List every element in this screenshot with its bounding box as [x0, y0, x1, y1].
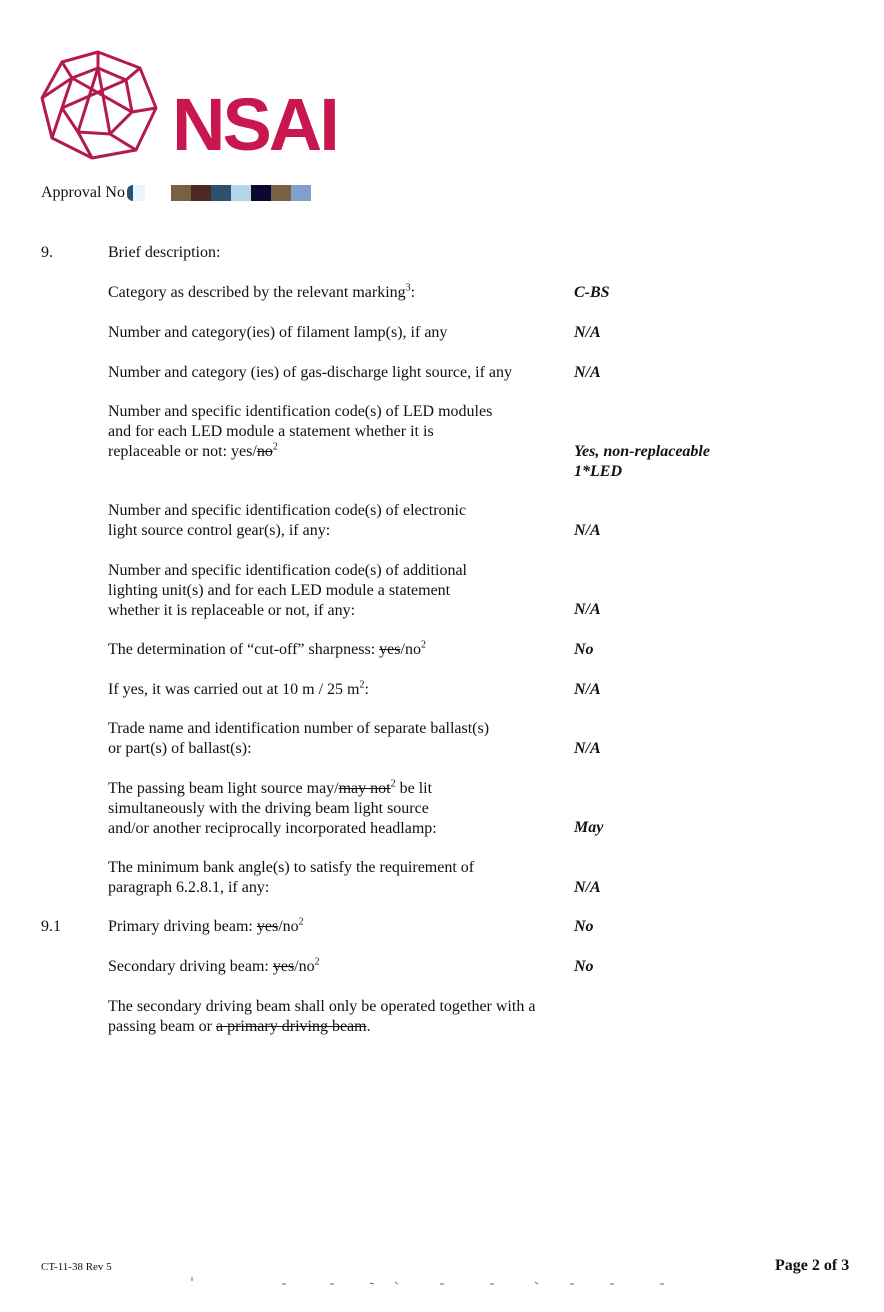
led-modules-value: Yes, non-replaceable 1*LED: [574, 443, 710, 480]
gas-discharge-value: N/A: [574, 364, 601, 381]
carried-out-value: N/A: [574, 681, 601, 698]
section-9-title: Brief description:: [108, 244, 221, 261]
redaction-block: [133, 185, 145, 201]
control-gear-value: N/A: [574, 522, 601, 539]
category-value: C-BS: [574, 284, 610, 301]
secondary-driving-beam-label: Secondary driving beam: yes/$no^2$: [108, 956, 320, 975]
redaction-block: [271, 185, 291, 201]
led-modules-label: Number and specific identification code(s) of LED modules and for each LED module a statement whether it is replaceable or not: yes/$no^2$: [108, 403, 493, 460]
document-reference: CT-11-38 Rev 5: [41, 1261, 112, 1273]
filament-value: N/A: [574, 324, 601, 341]
secondary-beam-note: The secondary driving beam shall only be operated together with a passing beam or a primary driving beam.: [108, 998, 536, 1035]
logo-text: NSAI: [172, 83, 337, 162]
ballast-label: Trade name and identification number of separate ballast(s) or part(s) of ballast(s):: [108, 720, 490, 757]
cut-off-value: No: [574, 641, 594, 658]
section-9-1-number: 9.1: [41, 918, 61, 935]
bank-angle-label: The minimum bank angle(s) to satisfy the requirement of paragraph 6.2.8.1, if any:: [108, 859, 475, 896]
redaction-block: [231, 185, 251, 201]
approval-number: [41, 184, 311, 202]
nsai-logo-mark-icon: [40, 50, 340, 162]
redaction-block: [191, 185, 211, 201]
redaction-block: [171, 185, 191, 201]
category-label: Category as described by the relevant marking$^3$:: [108, 282, 416, 301]
scan-artifact-marks: [190, 1276, 670, 1286]
additional-lighting-value: N/A: [574, 601, 601, 618]
approval-label: Approval No: [41, 184, 125, 201]
gas-discharge-label: Number and category (ies) of gas-discharge light source, if any: [108, 364, 513, 381]
additional-lighting-label: Number and specific identification code(s) of additional lighting unit(s) and for each LED module a statement whether it is replaceable or not, if any:: [108, 562, 467, 619]
ballast-value: N/A: [574, 740, 601, 757]
approval-redaction: [127, 184, 311, 202]
primary-driving-beam-value: No: [574, 918, 594, 935]
cut-off-label: The determination of “cut-off” sharpness: yes/$no^2$: [108, 639, 426, 658]
primary-driving-beam-label: Primary driving beam: yes/$no^2$: [108, 916, 304, 935]
control-gear-label: Number and specific identification code(s) of electronic light source control gear(s), if any:: [108, 502, 467, 539]
secondary-driving-beam-value: No: [574, 958, 594, 975]
filament-label: Number and category(ies) of filament lamp(s), if any: [108, 324, 448, 341]
carried-out-label: If yes, it was carried out at 10 m / 25 $m^2$:: [108, 679, 369, 698]
section-9-number: 9.: [41, 244, 53, 261]
redaction-block: [291, 185, 311, 201]
nsai-logo: [40, 50, 340, 162]
passing-beam-label: The passing beam light source may/may not$^2$ be lit simultaneously with the driving beam light source and/or another reciprocally incorporated headlamp:: [108, 778, 437, 837]
redaction-block: [251, 185, 271, 201]
bank-angle-value: N/A: [574, 879, 601, 896]
passing-beam-value: May: [574, 819, 604, 836]
redaction-block: [211, 185, 231, 201]
page-number: Page 2 of 3: [775, 1257, 850, 1274]
